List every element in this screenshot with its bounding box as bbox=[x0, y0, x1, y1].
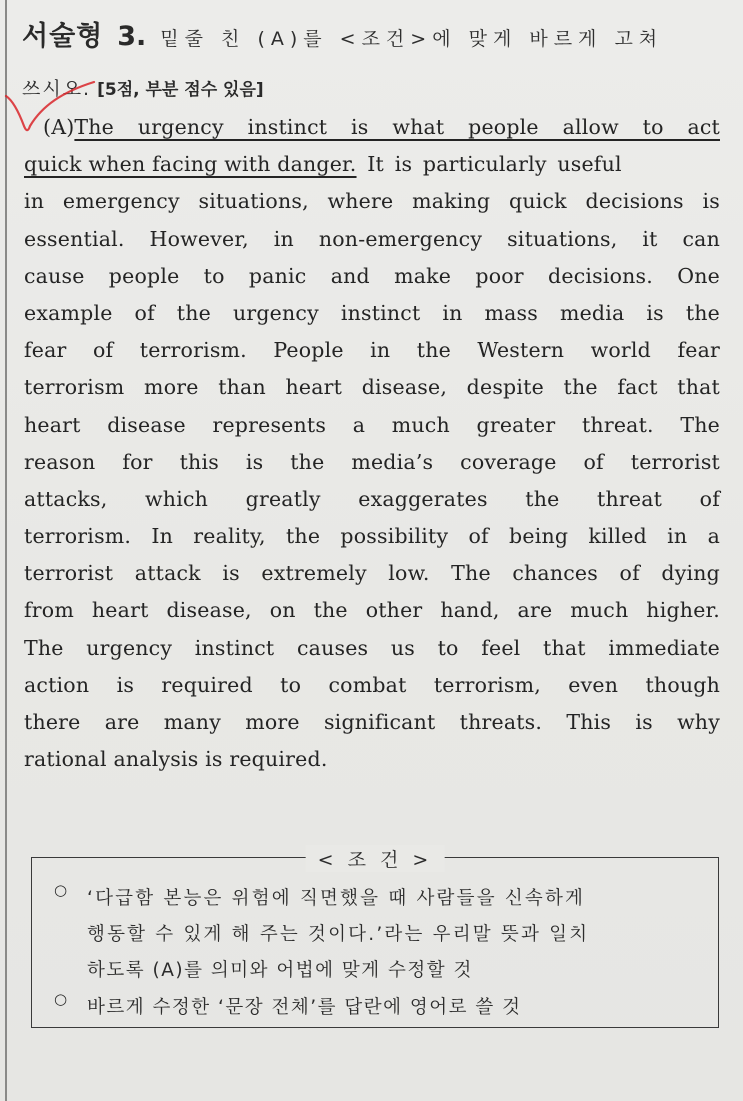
conditions-title: < 조 건 > bbox=[306, 845, 445, 872]
passage-line: action is required to combat terrorism, even though bbox=[24, 672, 720, 697]
page-margin-rule bbox=[5, 0, 7, 1101]
score-note: [5점, 부분 점수 있음] bbox=[97, 80, 264, 100]
underlined-sentence-part-2: quick when facing with danger. bbox=[24, 152, 357, 177]
passage-line: terrorism. In reality, the possibility of being killed in a bbox=[24, 524, 720, 549]
circle-bullet-icon: ○ bbox=[54, 881, 68, 899]
passage-line: heart disease represents a much greater threat. The bbox=[24, 412, 720, 437]
reading-passage bbox=[24, 109, 720, 778]
question-instruction: 밑줄 친 (A)를 <조건>에 맞게 바르게 고쳐 bbox=[160, 28, 664, 50]
passage-line: cause people to panic and make poor decisions. One bbox=[24, 263, 720, 288]
passage-line: in emergency situations, where making quick decisions is bbox=[24, 189, 720, 214]
question-instruction-end: 쓰시오. bbox=[22, 78, 92, 100]
passage-line: essential. However, in non-emergency situations, it can bbox=[24, 226, 720, 251]
passage-line: attacks, which greatly exaggerates the threat of bbox=[24, 486, 720, 511]
circle-bullet-icon: ○ bbox=[54, 990, 68, 1008]
passage-line: example of the urgency instinct in mass media is the bbox=[24, 300, 720, 325]
question-number: 3. bbox=[117, 21, 147, 52]
conditions-box bbox=[31, 849, 719, 1028]
passage-line: there are many more significant threats. This is why bbox=[24, 710, 720, 734]
condition-text bbox=[87, 881, 707, 989]
condition-line: 바르게 수정한 ‘문장 전체’를 답란에 영어로 쓸 것 bbox=[87, 997, 522, 1018]
passage-line: The urgency instinct causes us to feel that immediate bbox=[24, 635, 720, 660]
passage-line: rational analysis is required. bbox=[24, 747, 328, 772]
passage-line: terrorism more than heart disease, despite the fact that bbox=[24, 375, 720, 400]
passage-line: reason for this is the media’s coverage of terrorist bbox=[24, 449, 720, 474]
question-type-label: 서술형 bbox=[22, 21, 104, 52]
condition-line: 행동할 수 있게 해 주는 것이다.’라는 우리말 뜻과 일치 bbox=[87, 924, 590, 945]
passage-line: fear of terrorism. People in the Western world fear bbox=[24, 338, 720, 363]
condition-line: 하도록 (A)를 의미와 어법에 맞게 수정할 것 bbox=[87, 960, 473, 981]
heading-line-1 bbox=[22, 14, 663, 53]
passage-line bbox=[24, 109, 720, 146]
passage-line: terrorist attack is extremely low. The chances of dying bbox=[24, 561, 720, 586]
passage-text: It is particularly useful bbox=[356, 152, 622, 177]
passage-marker: (A) bbox=[43, 115, 75, 139]
underlined-sentence-part-1: The urgency instinct is what people allow to act bbox=[74, 115, 720, 139]
passage-line: from heart disease, on the other hand, are much higher. bbox=[24, 598, 720, 623]
condition-text bbox=[87, 990, 707, 1026]
question-heading bbox=[22, 14, 722, 124]
passage-line bbox=[24, 146, 720, 183]
condition-line: ‘다급함 본능은 위험에 직면했을 때 사람들을 신속하게 bbox=[87, 888, 586, 909]
